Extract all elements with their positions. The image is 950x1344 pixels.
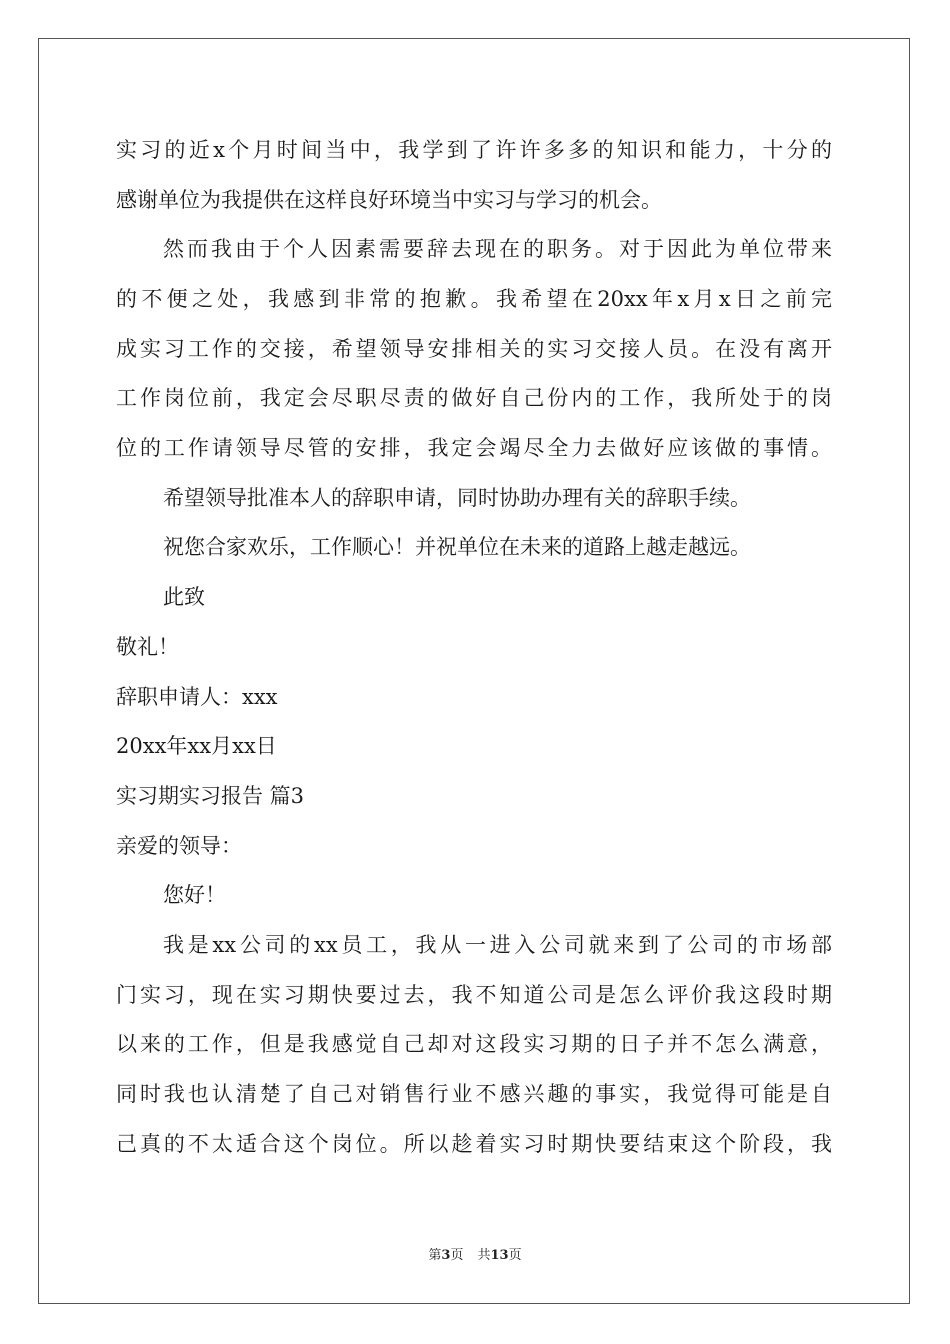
- body-line: 感谢单位为我提供在这样良好环境当中实习与学习的机会。: [116, 188, 662, 212]
- signature-applicant: 辞职申请人：xxx: [116, 685, 278, 709]
- body-line: 实习的近x个月时间当中，我学到了许许多多的知识和能力，十分的: [116, 138, 832, 162]
- paragraph-first-line: 然而我由于个人因素需要辞去现在的职务。对于因此为单位带来: [163, 237, 832, 261]
- footer-page-total: 13: [490, 1248, 509, 1263]
- footer-page-unit: 页: [450, 1248, 464, 1263]
- salutation: 敬礼！: [116, 635, 179, 659]
- body-line: 工作岗位前，我定会尽职尽责的做好自己份内的工作，我所处于的岗: [116, 386, 832, 410]
- body-line: 位的工作请领导尽管的安排，我定会竭尽全力去做好应该做的事情。: [116, 436, 832, 460]
- footer-total-unit: 页: [508, 1248, 522, 1263]
- footer-page-current: 3: [441, 1248, 451, 1263]
- page-footer: [0, 1248, 950, 1264]
- body-line: 门实习，现在实习期快要过去，我不知道公司是怎么评价我这段时期: [116, 983, 832, 1007]
- section-title: 实习期实习报告 篇3: [116, 784, 305, 808]
- paragraph-first-line: 希望领导批准本人的辞职申请，同时协助办理有关的辞职手续。: [163, 486, 751, 510]
- page-border: [38, 38, 910, 1304]
- body-line: 己真的不太适合这个岗位。所以趁着实习时期快要结束这个阶段，我: [116, 1132, 832, 1156]
- body-line: 同时我也认清楚了自己对销售行业不感兴趣的事实，我觉得可能是自: [116, 1082, 832, 1106]
- footer-total-prefix: 共: [477, 1248, 491, 1263]
- body-line: 的不便之处，我感到非常的抱歉。我希望在20xx年x月x日之前完: [116, 287, 832, 311]
- greeting-hello: 您好！: [163, 883, 226, 907]
- paragraph-first-line: 我是xx公司的xx员工，我从一进入公司就来到了公司的市场部: [163, 933, 832, 957]
- paragraph-first-line: 祝您合家欢乐，工作顺心！并祝单位在未来的道路上越走越远。: [163, 535, 751, 559]
- footer-page-prefix: 第: [428, 1248, 442, 1263]
- body-line: 以来的工作，但是我感觉自己却对这段实习期的日子并不怎么满意，: [116, 1032, 832, 1056]
- body-line: 成实习工作的交接，希望领导安排相关的实习交接人员。在没有离开: [116, 337, 832, 361]
- closing-line: 此致: [163, 585, 205, 609]
- signature-date: 20xx年xx月xx日: [116, 734, 277, 758]
- greeting-recipient: 亲爱的领导：: [116, 834, 242, 858]
